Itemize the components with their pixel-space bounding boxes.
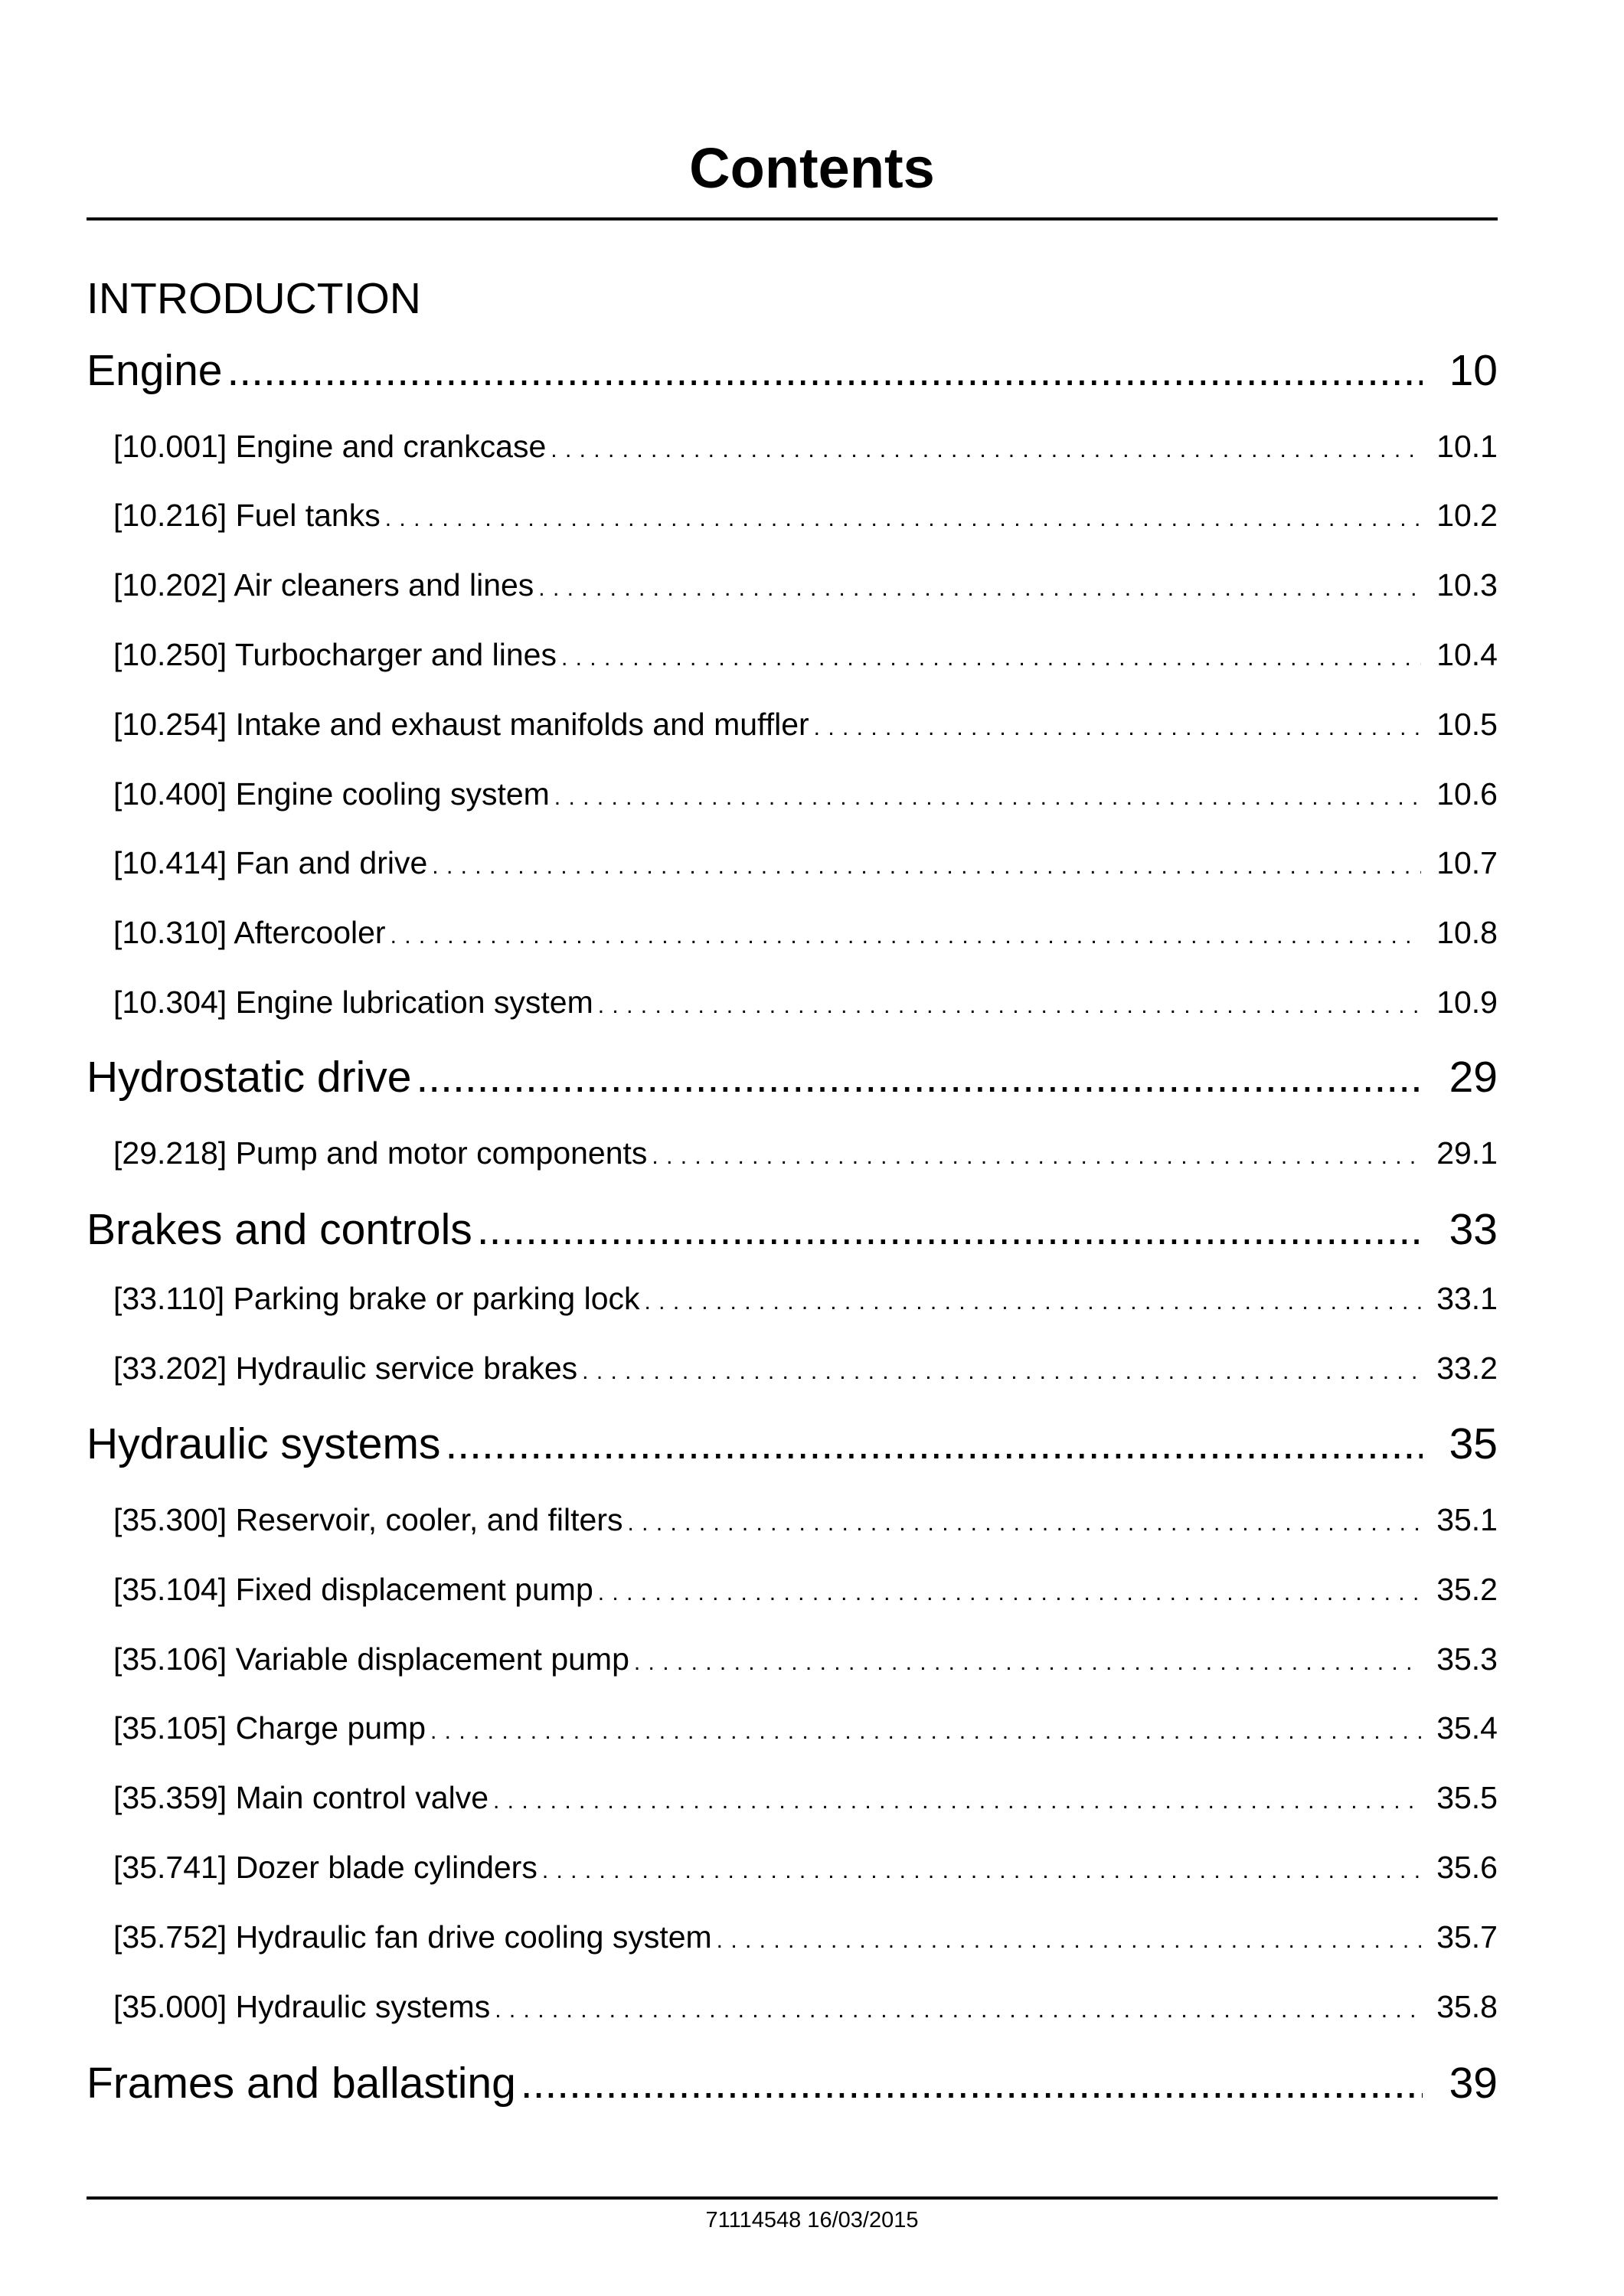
toc-section-link[interactable]: [113, 1914, 1498, 1960]
dot-leader: [495, 1987, 1421, 2033]
dot-leader: [430, 1709, 1421, 1755]
toc-section-link[interactable]: [113, 701, 1498, 747]
chapter-title: Brakes and controls: [87, 1205, 472, 1254]
toc-section-link[interactable]: [113, 1844, 1498, 1890]
chapter-title: Hydraulic systems: [87, 1419, 441, 1468]
toc-section-link[interactable]: [113, 1566, 1498, 1612]
dot-leader: [416, 1047, 1423, 1108]
section-page: 29.1: [1436, 1135, 1498, 1171]
section-page: 35.8: [1436, 1989, 1498, 2024]
toc-chapter-brakes-and-controls[interactable]: [87, 1199, 1498, 1260]
toc-chapter-engine[interactable]: [87, 340, 1498, 401]
toc-section-link[interactable]: [113, 492, 1498, 538]
toc-section-link[interactable]: [113, 979, 1498, 1025]
chapter-title: Hydrostatic drive: [87, 1053, 412, 1102]
chapter-page: 10: [1449, 346, 1498, 395]
dot-leader: [445, 1413, 1423, 1475]
page-title: Contents: [689, 136, 935, 200]
section-page: 10.1: [1436, 429, 1498, 464]
section-title: [10.310] Aftercooler: [113, 915, 386, 950]
dot-leader: [652, 1134, 1421, 1180]
section-page: 10.8: [1436, 915, 1498, 950]
dot-leader: [554, 775, 1421, 821]
dot-leader: [561, 635, 1421, 681]
section-title: [35.105] Charge pump: [113, 1710, 426, 1746]
toc-section-link[interactable]: [113, 1636, 1498, 1682]
footer-divider: [87, 2196, 1498, 2200]
section-page: 35.5: [1436, 1780, 1498, 1815]
dot-leader: [598, 1570, 1421, 1616]
section-title: [10.414] Fan and drive: [113, 845, 428, 880]
dot-leader: [645, 1279, 1421, 1325]
section-title: [10.400] Engine cooling system: [113, 776, 550, 812]
chapter-page: 29: [1449, 1053, 1498, 1102]
toc-chapter-hydrostatic-drive[interactable]: [87, 1047, 1498, 1108]
section-page: 10.9: [1436, 985, 1498, 1020]
section-page: 35.4: [1436, 1710, 1498, 1746]
toc-chapter-hydraulic-systems[interactable]: [87, 1413, 1498, 1475]
toc-section-link[interactable]: [113, 1130, 1498, 1176]
toc-section-link[interactable]: [113, 1984, 1498, 2030]
section-title: [35.300] Reservoir, cooler, and filters: [113, 1502, 623, 1537]
dot-leader: [551, 427, 1421, 473]
toc-section-link[interactable]: [113, 1497, 1498, 1543]
toc-section-link[interactable]: [113, 632, 1498, 678]
dot-leader: [385, 496, 1421, 542]
dot-leader: [598, 983, 1421, 1029]
section-page: 33.2: [1436, 1350, 1498, 1386]
section-title: [10.304] Engine lubrication system: [113, 985, 593, 1020]
chapter-title: Engine: [87, 346, 223, 395]
dot-leader: [477, 1199, 1423, 1260]
toc-section-link[interactable]: [113, 840, 1498, 886]
section-page: 10.3: [1436, 567, 1498, 603]
section-title: [10.001] Engine and crankcase: [113, 429, 547, 464]
section-title: [35.106] Variable displacement pump: [113, 1641, 629, 1677]
section-page: 10.5: [1436, 707, 1498, 742]
toc-section-link[interactable]: [113, 1705, 1498, 1751]
section-page: 35.7: [1436, 1919, 1498, 1955]
section-title: [33.110] Parking brake or parking lock: [113, 1281, 640, 1316]
section-title: [33.202] Hydraulic service brakes: [113, 1350, 578, 1386]
section-title: [35.000] Hydraulic systems: [113, 1989, 491, 2024]
section-page: 35.2: [1436, 1572, 1498, 1607]
dot-leader: [493, 1778, 1421, 1824]
section-page: 10.2: [1436, 498, 1498, 533]
toc-section-link[interactable]: [113, 1275, 1498, 1321]
dot-leader: [627, 1501, 1421, 1546]
toc-chapter-frames-and-ballasting[interactable]: [87, 2053, 1498, 2114]
chapter-page: 33: [1449, 1205, 1498, 1254]
dot-leader: [814, 705, 1421, 751]
section-title: [10.216] Fuel tanks: [113, 498, 381, 533]
section-title: [35.359] Main control valve: [113, 1780, 489, 1815]
chapter-page: 39: [1449, 2059, 1498, 2108]
section-page: 10.4: [1436, 637, 1498, 672]
section-page: 35.6: [1436, 1850, 1498, 1885]
section-title: [10.250] Turbocharger and lines: [113, 637, 557, 672]
section-page: 10.7: [1436, 845, 1498, 880]
toc-section-link[interactable]: [113, 1775, 1498, 1821]
dot-leader: [227, 340, 1423, 401]
dot-leader: [538, 566, 1421, 612]
dot-leader: [542, 1848, 1421, 1894]
dot-leader: [390, 913, 1421, 959]
chapter-title: Frames and ballasting: [87, 2059, 516, 2108]
toc-section-link[interactable]: [113, 910, 1498, 955]
toc-section-link[interactable]: [113, 1345, 1498, 1391]
toc-section-link[interactable]: [113, 771, 1498, 817]
section-title: [35.741] Dozer blade cylinders: [113, 1850, 538, 1885]
section-title: [29.218] Pump and motor components: [113, 1135, 648, 1171]
dot-leader: [717, 1918, 1421, 1964]
section-page: 35.1: [1436, 1502, 1498, 1537]
dot-leader: [432, 844, 1421, 890]
dot-leader: [634, 1640, 1421, 1686]
chapter-page: 35: [1449, 1419, 1498, 1468]
toc-section-link[interactable]: [113, 423, 1498, 469]
section-title: [35.752] Hydraulic fan drive cooling system: [113, 1919, 712, 1955]
section-page: 33.1: [1436, 1281, 1498, 1316]
section-page: 10.6: [1436, 776, 1498, 812]
footer-document-id: 71114548 16/03/2015: [705, 2208, 919, 2232]
section-title: [10.202] Air cleaners and lines: [113, 567, 534, 603]
toc-section-link[interactable]: [113, 562, 1498, 608]
dot-leader: [521, 2053, 1423, 2114]
section-title: [10.254] Intake and exhaust manifolds and muffler: [113, 707, 809, 742]
introduction-heading: INTRODUCTION: [87, 274, 421, 323]
section-page: 35.3: [1436, 1641, 1498, 1677]
section-title: [35.104] Fixed displacement pump: [113, 1572, 593, 1607]
title-divider: [87, 217, 1498, 220]
dot-leader: [582, 1349, 1421, 1395]
